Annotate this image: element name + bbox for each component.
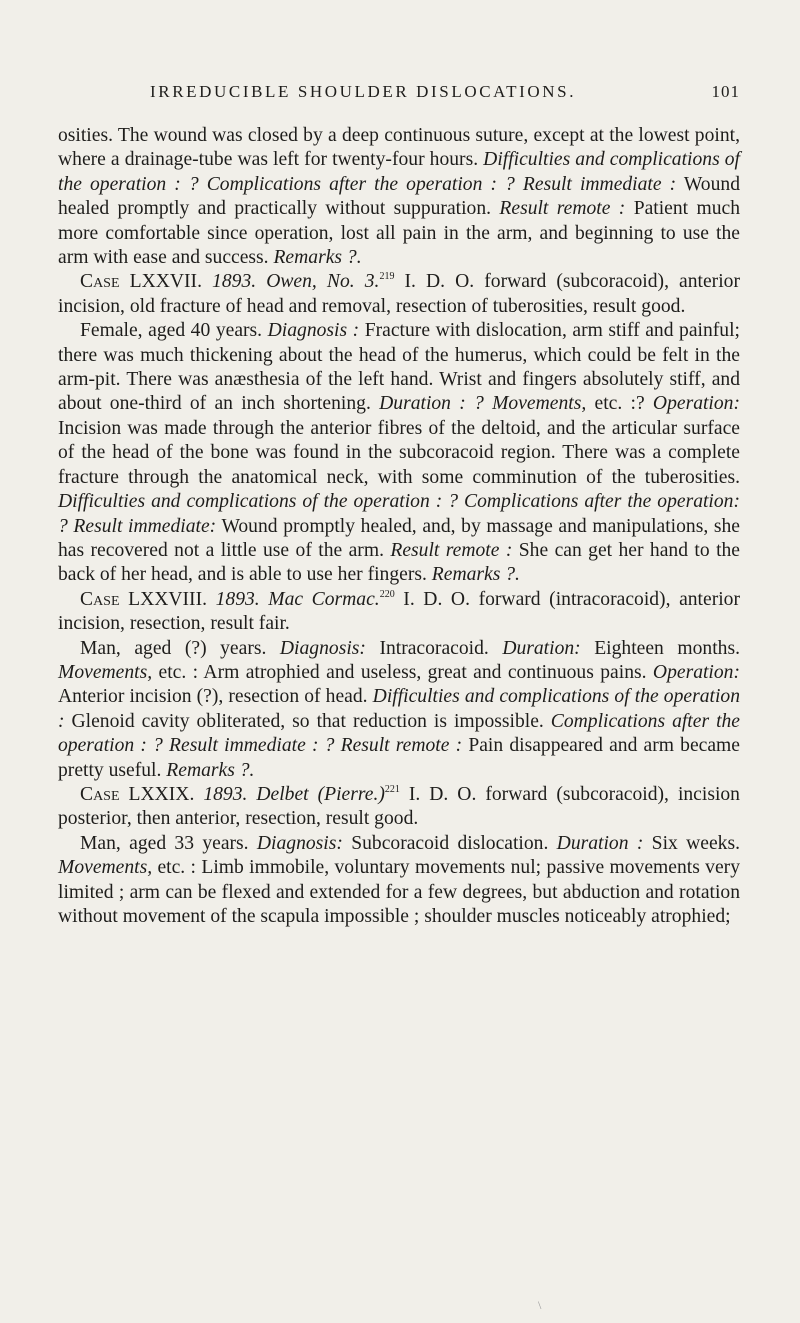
text-run [202, 271, 212, 292]
text-run: Pain disappeared and arm became pretty useful. [58, 735, 740, 781]
text-run: Complications after the operation : ? Result immediate : ? Result remote : [58, 710, 741, 757]
text-run: 1893. Mac Cormac. [215, 588, 380, 610]
paragraph [58, 270, 740, 319]
running-head-title: IRREDUCIBLE SHOULDER DISLOCATIONS. [150, 82, 577, 101]
text-run: Diagnosis: [279, 637, 366, 659]
text-run: Incision was made through the anterior fibres of the deltoid, and the articular surface of the head of the bone was found in the subcoracoid region. There was a complete fracture through the anatomical neck, with some comminution of the tuberosities. [58, 417, 740, 488]
text-run: Operation: [652, 393, 740, 415]
text-run: 1893. Owen, No. 3. [212, 271, 380, 293]
text-run: Eighteen months. [580, 637, 740, 659]
case-number: Case LXXIX. [80, 783, 195, 805]
text-run [207, 589, 216, 610]
text-run: Remarks ?. [273, 247, 362, 269]
text-run: 1893. Delbet (Pierre.) [203, 783, 385, 805]
running-head [150, 82, 740, 102]
text-run: Subcoracoid dislocation. [342, 832, 557, 854]
text-run: Result remote : [499, 198, 626, 220]
text-run: Glenoid cavity obliterated, so that reduction is impossible. [64, 710, 551, 732]
text-run [194, 784, 203, 805]
text-run: Wound healed promptly and practically without suppuration. [58, 173, 740, 220]
text-run: I. D. O. forward (intracoracoid), anterior incision, resection, result fair. [58, 588, 740, 635]
footnote-ref: 220 [379, 588, 395, 600]
text-run: Remarks ?. [431, 564, 520, 586]
text-run: I. D. O. forward (subcoracoid), incision posterior, then anterior, resection, result good. [58, 783, 740, 830]
text-run: She can get her hand to the back of her head, and is able to use her fingers. [58, 539, 741, 586]
text-run: Remarks ?. [166, 759, 255, 781]
paragraph [58, 124, 740, 270]
text-run: Female, aged 40 years. [80, 320, 268, 342]
stray-mark: \ [538, 1298, 542, 1312]
text-run: etc. : Limb immobile, voluntary movements nul; passive movements very limited ; arm can be flexed and extended for a few degrees, but abduction and rotation without movement of the scapula impossible ; shoulder muscles noticeably atrophied; [58, 857, 740, 927]
text-run: Movements, [58, 857, 153, 879]
paragraph [58, 832, 740, 930]
body-text [58, 124, 740, 929]
case-number: Case LXXVII. [80, 271, 202, 293]
text-run: Movements, [58, 661, 153, 683]
text-run: Duration: [502, 637, 581, 659]
text-run: Difficulties and complications of the operation : ? Complications after the operation : ? Result immediate : [58, 149, 741, 195]
text-run: Six weeks. [643, 832, 740, 854]
text-run: Wound promptly healed, and, by massage and manipulations, she has recovered not a little use of the arm. [58, 515, 740, 561]
text-run: I. D. O. forward (subcoracoid), anterior incision, old fracture of head and removal, resection of tuberosities, result good. [58, 271, 740, 317]
text-run: Duration : ? Movements, [379, 393, 587, 415]
paragraph [58, 783, 740, 832]
page-number: 101 [711, 82, 740, 101]
text-run: Duration : [556, 832, 644, 854]
text-run: etc. : Arm atrophied and useless, great and continuous pains. [152, 661, 653, 683]
text-run: Man, aged (?) years. [80, 637, 280, 659]
paragraph [58, 637, 740, 783]
text-run: Difficulties and complications of the operation : [58, 686, 740, 732]
text-run: Fracture with dislocation, arm stiff and painful; there was much thickening about the head of the humerus, which could be felt in the arm-pit. There was anæsthesia of the left hand. Wrist and fingers absolutely stiff, and about one-third of an inch shortening. [58, 320, 740, 415]
text-run: Man, aged 33 years. [80, 832, 257, 854]
paragraph [58, 319, 740, 587]
text-run: Diagnosis: [256, 832, 343, 854]
text-run: Difficulties and complications of the operation : ? Complications after the operation: ? Result immediate: [58, 491, 740, 537]
text-run: osities. The wound was closed by a deep continuous suture, except at the lowest point, where a drainage-tube was left for twenty-four hours. [58, 125, 740, 171]
text-run: Result remote : [390, 539, 513, 561]
paragraph [58, 588, 740, 637]
footnote-ref: 219 [379, 271, 395, 283]
text-run: Patient much more comfortable since operation, lost all pain in the arm, and beginning to use the arm with ease and success. [58, 198, 741, 269]
text-run: Intracoracoid. [365, 637, 503, 659]
text-run: Operation: [652, 661, 740, 683]
text-run: Anterior incision (?), resection of head. [58, 686, 373, 708]
footnote-ref: 221 [384, 783, 400, 795]
text-run: etc. :? [586, 393, 653, 415]
case-number: Case LXXVIII. [80, 588, 207, 610]
text-run: Diagnosis : [267, 320, 360, 342]
